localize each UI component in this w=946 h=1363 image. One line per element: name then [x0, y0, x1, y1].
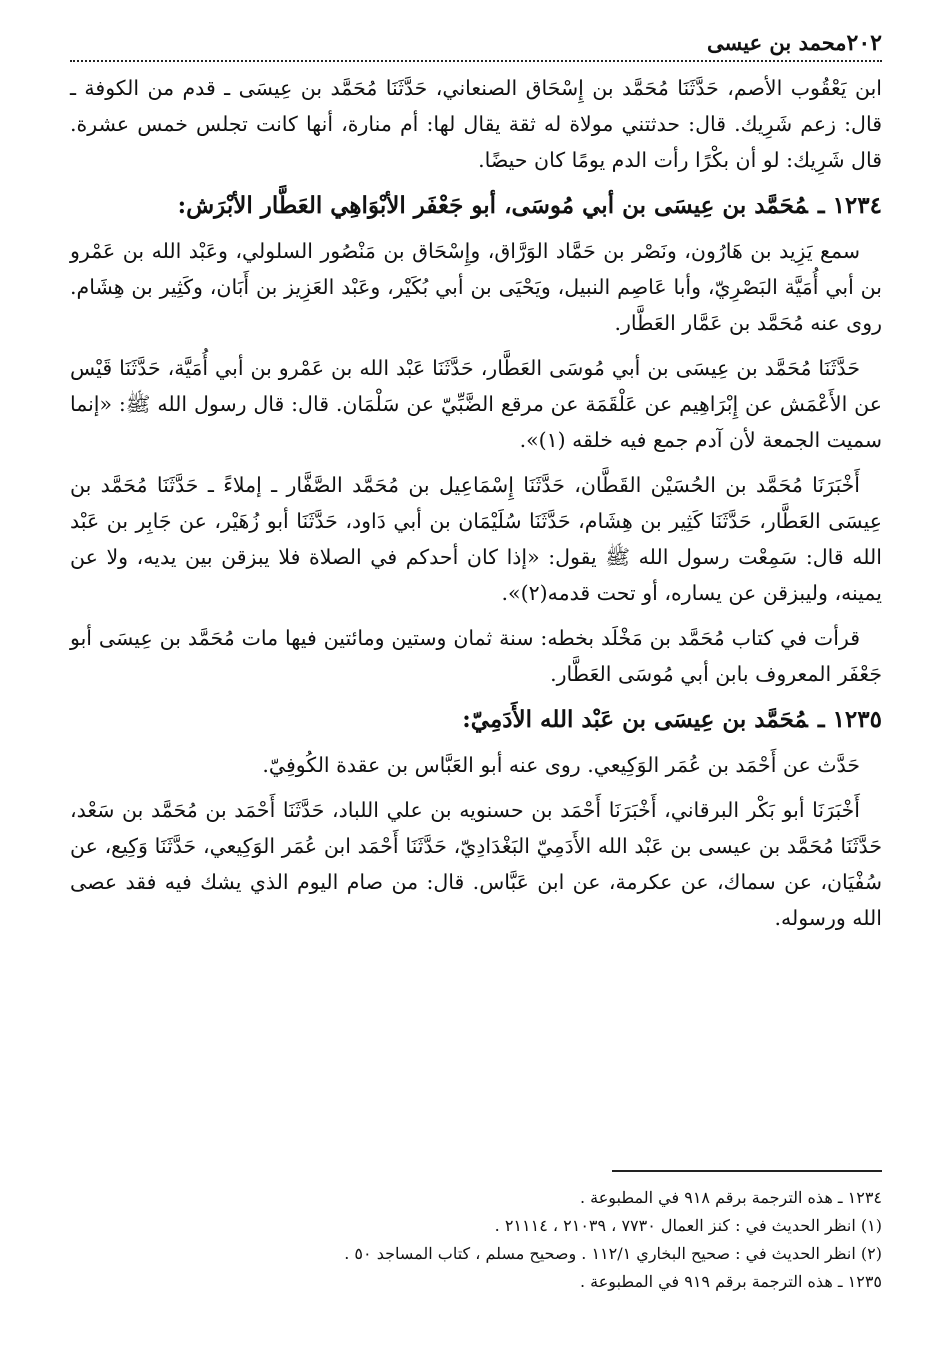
entry-heading-1234: [70, 187, 882, 225]
paragraph-hadith-fasting: أَخْبَرَنَا أبو بَكْر البرقاني، أَخْبَرَنَا أَحْمَد بن حسنويه بن علي اللباد، حَدَّثَنَا أَحْمَد بن مُحَمَّد بن سَعْد، حَدَّثَنَا مُحَمَّد بن عيسى بن عَبْد الله الأَدَمِيّ البَغْدَادِيّ، حَدَّثَنَا أَحْمَد ابن عُمَر الوَكِيعي، حَدَّثَنَا وَكِيع، عن سُفْيَان، عن سماك، عن عكرمة، عن ابن عَبَّاس. قال: من صام اليوم الذي يشك فيه فقد عصى الله ورسوله.: [70, 798, 882, 930]
paragraph-hadith-salat: أَخْبَرَنَا مُحَمَّد بن الحُسَيْن القَطَّان، حَدَّثَنَا إِسْمَاعِيل بن مُحَمَّد الصَّفَّار ـ إملاءً ـ حَدَّثَنَا مُحَمَّد بن عِيسَى العَطَّار، حَدَّثَنَا كَثِير بن هِشَام، حَدَّثَنَا سُلَيْمَان بن أبي دَاود، حَدَّثَنَا أبو زُهَيْر، عن جَابِر بن عَبْد الله قال: سَمِعْت رسول الله ﷺ يقول: «إذا كان أحدكم في الصلاة فلا يبزقن بين يديه، ولا عن يمينه، وليبزقن عن يساره، أو تحت قدمه(٢)».: [70, 473, 882, 605]
entry-number-1234: ١٢٣٤ ـ: [817, 192, 882, 219]
paragraph-teachers: سمع يَزِيد بن هَارُون، ونَصْر بن حَمَّاد الوَرَّاق، وإِسْحَاق بن مَنْصُور السلولي، وعَبْد الله بن عَمْرو بن أبي أُمَيَّة البَصْرِيّ، وأبا عَاصِم النبيل، ويَحْيَى بن أبي بُكَيْر، وعَبْد العَزِيز بن أَبَان، وكَثِير بن هِشَام. روى عنه مُحَمَّد بن عَمَّار العَطَّار.: [70, 239, 882, 335]
paragraph-continuation: ابن يَعْقُوب الأصم، حَدَّثَنَا مُحَمَّد بن إِسْحَاق الصنعاني، حَدَّثَنَا مُحَمَّد بن عِيسَى ـ قدم من الكوفة ـ قال: زعم شَرِيك. قال: حدثتني مولاة له ثقة يقال لها: أم منارة، أنها كانت تجلس خمس عشرة. قال شَرِيك: لو أن بكْرًا رأت الدم يومًا كان حيضًا.: [70, 76, 882, 172]
footnote-2: (٢) انظر الحديث في : صحيح البخاري ١١٢/١ . وصحيح مسلم ، كتاب المساجد ٥٠ .: [344, 1244, 882, 1263]
paragraph-narrated: حَدَّث عن أَحْمَد بن عُمَر الوَكِيعي. روى عنه أبو العَبَّاس بن عقدة الكُوفِيّ.: [262, 753, 860, 777]
entry-title-1235: مُحَمَّد بن عِيسَى بن عَبْد الله الأَدَمِيّ:: [462, 706, 808, 733]
paragraph-hadith-jumua: حَدَّثَنَا مُحَمَّد بن عِيسَى بن أبي مُوسَى العَطَّار، حَدَّثَنَا عَبْد الله بن عَمْرو بن أبي أُمَيَّة، حَدَّثَنَا قَيْس عن الأَعْمَش عن إِبْرَاهِيم عن عَلْقَمَة عن مرقع الضَّبِّيّ عن سَلْمَان. قال: قال رسول الله ﷺ: «إنما سميت الجمعة لأن آدم جمع فيه خلقه (١)».: [70, 356, 882, 452]
entry-heading-1235: [70, 701, 882, 739]
paragraph-death-date: قرأت في كتاب مُحَمَّد بن مَخْلَد بخطه: سنة ثمان وستين ومائتين فيها مات مُحَمَّد بن عِيسَى أبو جَعْفَر المعروف بابن أبي مُوسَى العَطَّار.: [70, 626, 882, 686]
entry-number-1235: ١٢٣٥ ـ: [817, 706, 882, 733]
entry-title-1234: مُحَمَّد بن عِيسَى بن أبي مُوسَى، أبو جَعْفَر الأبْوَاهِي العَطَّار الأبْرَش:: [177, 192, 808, 219]
page-number: ٢٠٢: [846, 30, 882, 56]
page-header: [70, 30, 882, 62]
footnote-separator: [612, 1170, 882, 1172]
book-page: [70, 30, 882, 1340]
running-title: محمد بن عيسى: [707, 30, 847, 55]
footnote-entry-1235: ١٢٣٥ ـ هذه الترجمة برقم ٩١٩ في المطبوعة .: [579, 1272, 882, 1291]
footnote-entry-1234: ١٢٣٤ ـ هذه الترجمة برقم ٩١٨ في المطبوعة .: [579, 1188, 882, 1207]
footnote-1: (١) انظر الحديث في : كنز العمال ٧٧٣٠ ، ٢١٠٣٩ ، ٢١١١٤ .: [494, 1216, 882, 1235]
footnotes: [70, 1184, 882, 1296]
